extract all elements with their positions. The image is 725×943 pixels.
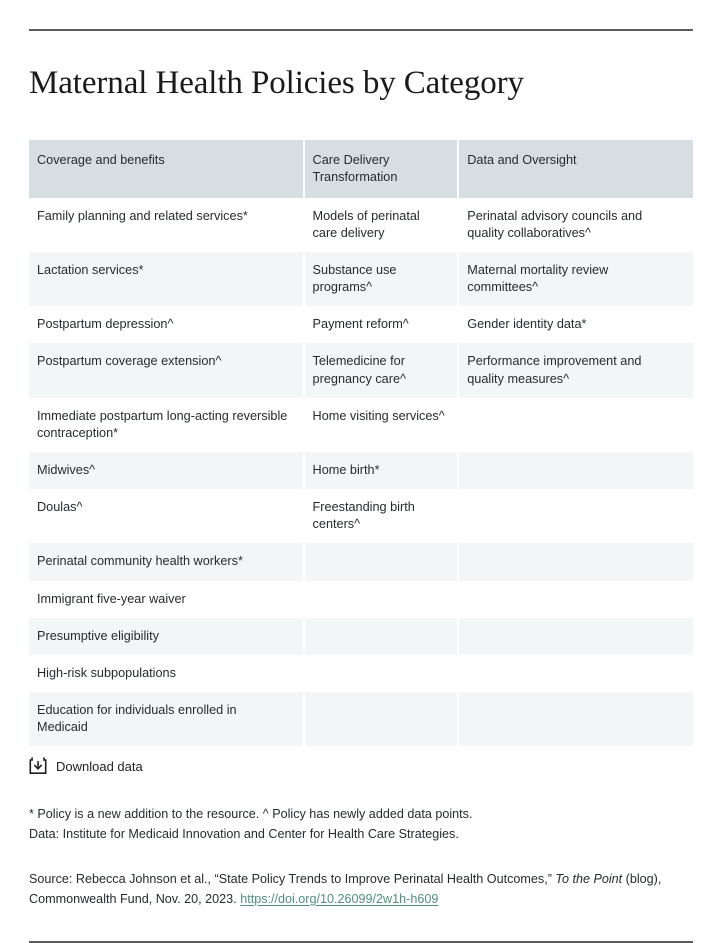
table-cell: Perinatal community health workers* [29, 543, 305, 580]
source-middle: (blog), Commonwealth Fund, Nov. 20, 2023. [29, 872, 662, 906]
table-row [29, 252, 693, 306]
table-body [29, 198, 693, 747]
table-cell [459, 489, 693, 543]
table-cell: Gender identity data* [459, 306, 693, 343]
table-row [29, 306, 693, 343]
source-doi-link[interactable]: https://doi.org/10.26099/2w1h-h609 [240, 891, 439, 906]
table-row [29, 692, 693, 746]
download-data-label: Download data [56, 758, 143, 774]
source-citation [29, 870, 693, 909]
table-row [29, 343, 693, 397]
table-cell: Substance use programs^ [305, 252, 460, 306]
table-cell: Postpartum coverage extension^ [29, 343, 305, 397]
table-cell [305, 655, 460, 692]
table-row [29, 618, 693, 655]
table-cell: Payment reform^ [305, 306, 460, 343]
table-cell: Models of perinatal care delivery [305, 198, 460, 252]
table-cell: Freestanding birth centers^ [305, 489, 460, 543]
table-cell [459, 581, 693, 618]
table-row [29, 398, 693, 452]
table-cell: Perinatal advisory councils and quality collaboratives^ [459, 198, 693, 252]
table-cell [459, 618, 693, 655]
table-cell: High-risk subpopulations [29, 655, 305, 692]
column-header-data-oversight: Data and Oversight [459, 140, 693, 198]
table-cell: Family planning and related services* [29, 198, 305, 252]
page-title: Maternal Health Policies by Category [29, 65, 524, 101]
table-row [29, 581, 693, 618]
table-row [29, 655, 693, 692]
table-row [29, 489, 693, 543]
table-cell [459, 655, 693, 692]
table-cell: Postpartum depression^ [29, 306, 305, 343]
source-publication: To the Point [555, 872, 623, 887]
policy-table [29, 140, 693, 746]
table-cell: Home birth* [305, 452, 460, 489]
table-cell: Education for individuals enrolled in Medicaid [29, 692, 305, 746]
table-cell: Telemedicine for pregnancy care^ [305, 343, 460, 397]
download-icon [29, 757, 47, 775]
table-cell: Immigrant five-year waiver [29, 581, 305, 618]
table-cell [305, 692, 460, 746]
table-header-row [29, 140, 693, 198]
top-divider [29, 29, 693, 31]
policy-table-container [29, 140, 693, 746]
table-cell: Midwives^ [29, 452, 305, 489]
table-header [29, 140, 693, 198]
download-data-button[interactable] [29, 757, 143, 775]
footnotes [29, 805, 693, 844]
figure-page [0, 29, 725, 906]
table-cell: Immediate postpartum long-acting reversible contraception* [29, 398, 305, 452]
table-cell [459, 398, 693, 452]
table-cell: Lactation services* [29, 252, 305, 306]
column-header-care-delivery: Care Delivery Transformation [305, 140, 460, 198]
column-header-coverage: Coverage and benefits [29, 140, 305, 198]
table-cell: Doulas^ [29, 489, 305, 543]
table-cell: Home visiting services^ [305, 398, 460, 452]
table-cell: Presumptive eligibility [29, 618, 305, 655]
table-cell [459, 543, 693, 580]
source-prefix: Source: Rebecca Johnson et al., “State Policy Trends to Improve Perinatal Health Outcomes,” [29, 872, 556, 887]
table-cell [305, 618, 460, 655]
table-cell [459, 692, 693, 746]
table-cell: Maternal mortality review committees^ [459, 252, 693, 306]
table-row [29, 452, 693, 489]
table-cell: Performance improvement and quality measures^ [459, 343, 693, 397]
footnote-legend: * Policy is a new addition to the resource. ^ Policy has newly added data points. [29, 807, 473, 822]
table-row [29, 543, 693, 580]
table-cell [305, 543, 460, 580]
table-cell [459, 452, 693, 489]
footnote-data-source: Data: Institute for Medicaid Innovation and Center for Health Care Strategies. [29, 826, 459, 841]
table-row [29, 198, 693, 252]
table-cell [305, 581, 460, 618]
